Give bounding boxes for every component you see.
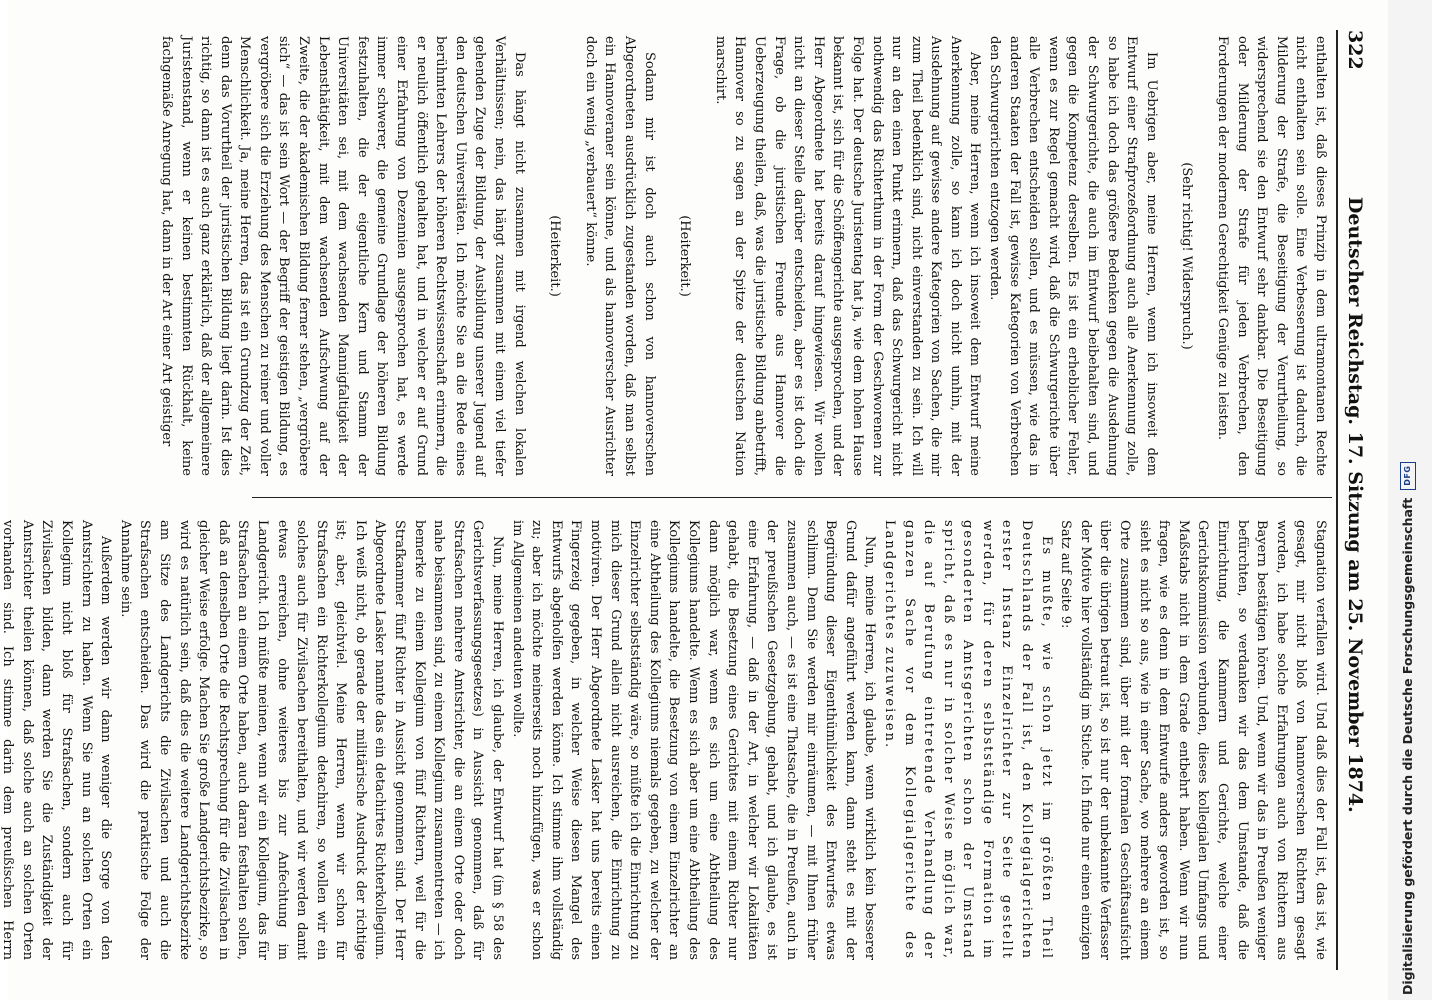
page-header <box>1340 30 1370 970</box>
interjection: (Heiterkeit.) <box>547 215 563 297</box>
right-column <box>0 520 1330 960</box>
page-number: 322 <box>1344 30 1366 70</box>
dfg-logo-icon: DFG <box>1400 462 1416 490</box>
credit-text: Digitalisierung gefördert durch die Deutsche Forschungsgemeinschaft <box>1400 497 1415 995</box>
footer-credit-row <box>1394 5 1422 995</box>
paragraph: Sodann mir ist doch auch schon von hannoverschen Abgeordneten ausdrücklich zugestanden worden, daß man selbst ein Hannoveraner sein könne, und als hannoverscher Ausrichter doch ein wenig „verbauert“ könne. <box>582 36 657 476</box>
paragraph: Im Uebrigen aber, meine Herren, wenn ich insoweit dem Entwurf einer Strafprozeßordnung auch alle Anerkennung zolle, so habe ich doch das größere Bedenken gegen die Ausdehnung der Schwurgerichte, die auch im Entwurf beibehalten sind, und gegen die Kompetenz derselben. Es ist ein erheblicher Fehler, wenn es zur Regel gemacht wird, daß die Schwurgerichte über alle Verbrechen entscheiden sollen, und es müssen, wie das in anderen Staaten der Fall ist, gewisse Kategorien von Verbrechen den Schwurgerichten entzogen werden. <box>987 36 1159 476</box>
interjection: (Heiterkeit.) <box>677 215 693 297</box>
paragraph: Das hängt nicht zusammen mit irgend welchen lokalen Verhältnissen; nein, das hängt zusammen mit einem viel tiefer gehenden Zuge der Bildung, der Ausbildung unserer Jugend auf den deutschen Universitäten. Ich möchte Sie an die Rede eines berühmten Lehrers der höheren Rechtswissenschaft erinnern, die er neulich öffentlich gehalten hat, und in welcher er auf Grund einer Erfahrung von Dezennien ausgesprochen hat, es werde immer schwerer, die gemeine Grundlage der höheren Bildung festzuhalten, die der eigentliche Kern und Stamm der Universitäten sei, mit dem wachsenden Mannigfaltigkeit der Lebensthätigkeit, mit dem wachsenden Aufschwung auf der Zweite, die der akademischen Bildung ferner stehen, „vergröbere sich“ — das ist sein Wort — der Begriff der geistigen Bildung, es vergröbere sich die Erziehung des Menschen zu reiner und voller Menschlichkeit. Ja, meine Herren, das ist ein Grundzug der Zeit, denn das Vorurtheil der juristischen Bildung liegt darin. Ist dies richtig, so dann ist es auch ganz erklärlich, daß der allgemeinere Juristenstand, wenn er keinen bestimmten Rückhalt, keine fachgemäße Anregung hat, dann in der Art einer Art geistiger <box>158 36 527 476</box>
paragraph: Aber, meine Herren, wenn ich insoweit dem Entwurf meine Anerkennung zolle, so kann ich doch nicht umhin, mit der Ausdehnung auf gewisse andere Kategorien von Sachen, die mir zum Theil bedenklich sind, nicht einverstanden zu sein. Ich will nur an den einen Punkt erinnern, daß das Schwurgericht nicht nothwendig das Richterthum in der Form der Geschworenen zur Folge hat. Der deutsche Juristentag hat ja, wie dem hohen Hause bekannt ist, sich für die Schöffengerichte ausgesprochen, und der Herr Abgeordnete hat bereits darauf hingewiesen. Wir wollen nicht an dieser Stelle darüber entscheiden, aber es ist doch die Frage, ob die juristischen Freunde aus Hannover die Ueberzeugung theilen, daß, was die juristische Bildung anbetrifft, Hannover so zu sagen an der Spitze der deutschen Nation marschirt. <box>712 36 983 476</box>
paragraph: enthalten ist, daß dieses Prinzip in dem ultramontanen Rechte nicht enthalten sein solle. Eine Verbesserung ist dadurch, die Milderung der Strafe, die Beseitigung der Verurtheilung, so widersprechend sie den Entwurf sehr dankbar. Die Beseitigung oder Milderung der Strafe für jeden Verbrechen, den Forderungen der modernen Gerechtigkeit Genüge zu leisten. <box>1215 36 1328 476</box>
paragraph: Außerdem werden wir dann weniger die Sorge von den Amtsrichtern zu haben. Wenn Sie nun an solchen Orten ein Kollegium nicht bloß für Strafsachen, sondern auch für Zivilsachen bilden, dann werden Sie die Zuständigkeit der Amtsrichter theilen können, daß solche auch an solchen Orten vorhanden sind. Ich stimme darin dem preußischen Herrn <box>0 520 114 960</box>
paragraph: Nun, meine Herren, ich glaube, wenn wirklich kein besserer Grund dafür angeführt werden kann, dann steht es mit der Begründung dieser Eigenthümlichkeit des Entwurfes etwas schlimm. Denn Sie werden mir einräumen, — mit Ihnen früher zusammen auch, — es ist eine Thatsache, die in Preußen, auch in der preußischen Gesetzgebung, gehabt, und ich glaube, es ist eine Erfahrung, — daß in der Art, in welcher wir Lokalitäten gehabt, die Besetzung eines Gerichtes mit einem Richter nur dann möglich war, wenn es sich um eine Abtheilung des Kollegiums handelte. Wenn es sich aber um eine Abtheilung des Kollegiums handelte, die Besetzung von einem Einzelrichter an eine Abtheilung des Kollegiums niemals gegeben, zu welcher der Einzelrichter selbstständig wäre, so müßte ich die Einrichtung zu mich dieser Grund allein nicht ausreichen, die Einrichtung zu motiviren. Der Herr Abgeordnete Lasker hat uns bereits einen Fingerzeig gegeben, in welcher Weise diesen Mangel des Entwurfs abgeholfen werden könne. Ich stimme ihm vollständig zu; aber ich möchte meinerseits noch hinzufügen, was er schon im Allgemeinen andeuten wollte. <box>509 520 878 960</box>
left-column <box>158 36 1330 476</box>
running-title: Deutscher Reichstag. 17. Sitzung am 25. November 1874. <box>1344 196 1366 813</box>
digitization-footer <box>1388 0 1432 1000</box>
quoted-passage: Es mußte, wie schon jetzt im größten Theil Deutschlands der Fall ist, den Kollegialgerichten erster Instanz Einzelrichter zur Seite gestellt werden, für deren selbstständige Formation im gesonderten Amtsgerichten schon der Umstand spricht, daß es nur in solcher Weise möglich war, die auf Berufung eintretende Verhandlung der ganzen Sache vor dem Kollegialgerichte des Landgerichtes zuzuweisen. <box>881 520 1054 960</box>
paragraph: Nun, meine Herren, ich glaube, der Entwurf hat (im § 58 des Gerichtsverfassungsgesetzes) in Aussicht genommen, daß für Strafsachen mehrere Amtsrichter, die an einem Orte oder doch nahe beisammen sind, zu einem Kollegium zusammentreten — ich bemerke zu einem Kollegium von fünf Richtern, weil für die Strafkammer fünf Richter in Aussicht genommen sind. Der Herr Abgeordnete Lasker nannte das ein detachirtes Richterkollegium. Ich weiß nicht, ob gerade der militärische Ausdruck der richtige ist; aber, gleichviel. Meine Herren, wenn wir schon für Strafsachen ein Richterkollegium detachiren, so wollen wir ein solches auch für Zivilsachen bereithalten, und wir werden damit etwas erreichen, ohne weiteres bis zur Anfechtung im Landgericht. Ich müßte meinen, wenn wir ein Kollegium, das für Strafsachen an einem Orte haben, auch daran festhalten sollen, daß an denselben Orte die Rechtsprechung für die Zivilsachen in gleicher Weise erfolge. Machen Sie große Landgerichtsbezirke, so wird es natürlich sein, daß dies die weitere Landgerichtsbezirke am Sitze des Landgerichts die Zivilsachen und auch die Strafsachen entscheiden. Das wird die praktische Folge der Annahme sein. <box>117 520 506 960</box>
column-divider <box>252 497 1332 498</box>
paragraph: Stagnation verfallen wird. Und daß dies der Fall ist, das ist, wie gesagt, mir nicht bloß von hannoverschen Richtern gesagt worden, ich habe solche Erfahrungen auch von Richtern aus Bayern bestätigen hören. Und, wenn wir das in Preußen weniger befürchten, so verdanken wir das dem Umstande, daß die Einrichtung, die Kammern und Gerichte, welche einer Gerichtskommission verbunden, dieses kollegialen Umfangs und Maßstabs nicht in dem Grade entbehrt haben. Wenn wir nun fragen, wie es denn in dem Entwurfe anders geworden ist, so sieht es nicht so aus, wie in einer Sache, wo mehrere an einem Orte zusammen sind, über mit der formalen Geschäftsaufsicht über die übrigen betraut ist, so ist nur der unbekannte Verfasser der Motive hier vollständig im Stiche. Ich finde nur einen einzigen Satz auf Seite 9: <box>1058 520 1328 960</box>
interjection: (Sehr richtig! Widerspruch.) <box>1179 162 1195 350</box>
header-rule <box>1336 30 1338 970</box>
